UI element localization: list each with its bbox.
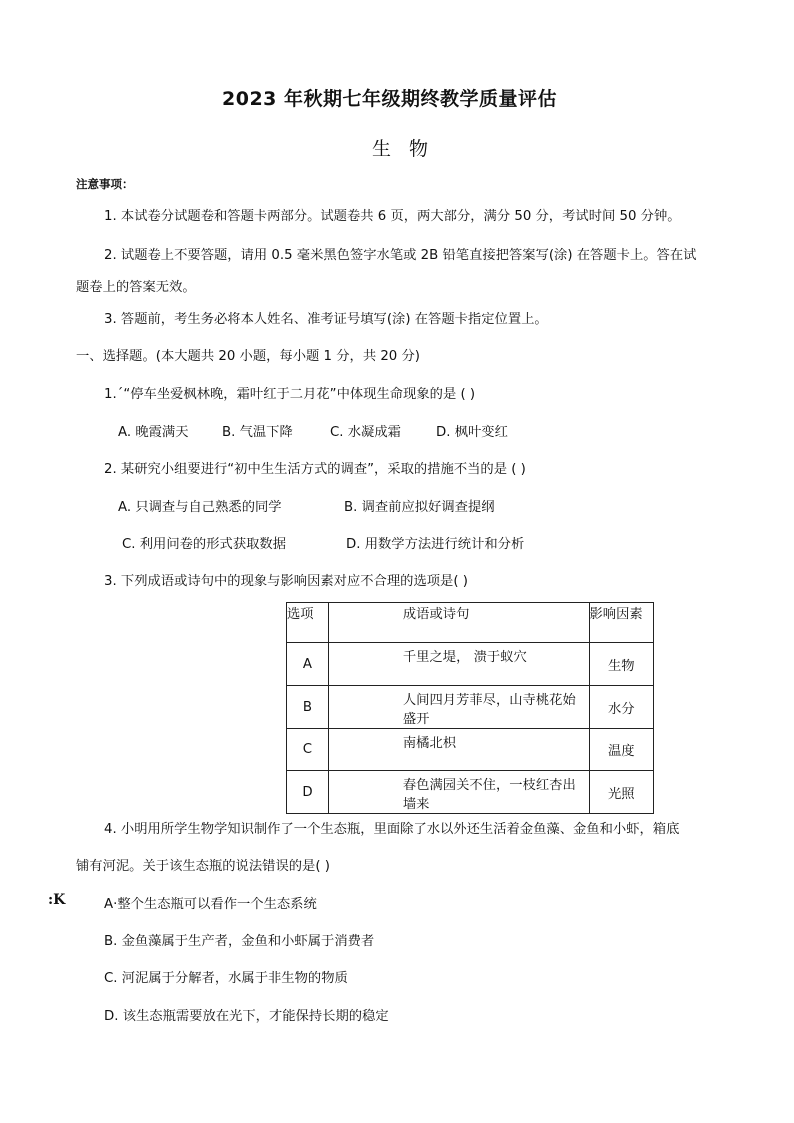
table-cell-option: A xyxy=(287,643,329,686)
question-1-option-d: D. 枫叶变红 xyxy=(436,425,508,440)
question-3-table xyxy=(286,602,654,814)
question-2-option-a: A. 只调查与自己熟悉的同学 xyxy=(118,500,282,515)
notes-heading: 注意事项： xyxy=(76,177,134,191)
table-row xyxy=(287,686,654,729)
question-4-stem-cont: 铺有河泥。关于该生态瓶的说法错误的是( ) xyxy=(76,859,330,874)
question-1-option-a: A. 晚霞满天 xyxy=(118,425,189,440)
note-item-2-cont: 题卷上的答案无效。 xyxy=(76,280,196,295)
question-1-option-b: B. 气温下降 xyxy=(222,425,293,440)
table-cell-phrase: 千里之堤， 溃于蚁穴 xyxy=(328,643,589,686)
exam-title: 2023 年秋期七年级期终教学质量评估 xyxy=(222,88,557,110)
table-cell-option: C xyxy=(287,729,329,771)
question-1-stem: 1.´“停车坐爱枫林晚，霜叶红于二月花”中体现生命现象的是 ( ) xyxy=(104,387,476,402)
question-4-option-a: A·整个生态瓶可以看作一个生态系统 xyxy=(104,897,317,912)
margin-mark: :K xyxy=(48,892,66,908)
question-4-stem: 4. 小明用所学生物学知识制作了一个生态瓶，里面除了水以外还生活着金鱼藻、金鱼和小虾，箱底 xyxy=(104,822,680,837)
section-heading: 一、选择题。(本大题共 20 小题，每小题 1 分，共 20 分) xyxy=(76,349,420,364)
question-2-option-d: D. 用数学方法进行统计和分析 xyxy=(346,537,525,552)
table-cell-factor: 水分 xyxy=(589,686,654,729)
question-1-option-c: C. 水凝成霜 xyxy=(330,425,401,440)
question-3-stem: 3. 下列成语或诗句中的现象与影响因素对应不合理的选项是( ) xyxy=(104,574,468,589)
table-cell-phrase: 南橘北枳 xyxy=(328,729,589,771)
note-item-1: 1. 本试卷分试题卷和答题卡两部分。试题卷共 6 页，两大部分，满分 50 分，考试时间 50 分钟。 xyxy=(104,209,681,224)
question-2-option-c: C. 利用问卷的形式获取数据 xyxy=(122,537,287,552)
table-row xyxy=(287,771,654,814)
note-item-2: 2. 试题卷上不要答题，请用 0.5 毫米黑色签字水笔或 2B 铅笔直接把答案写(涂) 在答题卡上。答在试 xyxy=(104,248,697,263)
table-header-factor: 影响因素 xyxy=(589,603,654,643)
question-4-option-d: D. 该生态瓶需要放在光下，才能保持长期的稳定 xyxy=(104,1009,389,1024)
note-item-3: 3. 答题前，考生务必将本人姓名、准考证号填写(涂) 在答题卡指定位置上。 xyxy=(104,312,548,327)
question-4-option-b: B. 金鱼藻属于生产者，金鱼和小虾属于消费者 xyxy=(104,934,375,949)
table-cell-phrase: 春色满园关不住，一枝红杏出墙来 xyxy=(328,771,589,814)
table-cell-factor: 光照 xyxy=(589,771,654,814)
subject-title: 生 物 xyxy=(372,138,435,160)
table-cell-factor: 生物 xyxy=(589,643,654,686)
table-header-phrase: 成语或诗句 xyxy=(328,603,589,643)
table-cell-option: D xyxy=(287,771,329,814)
table-cell-phrase: 人间四月芳菲尽，山寺桃花始盛开 xyxy=(328,686,589,729)
table-row xyxy=(287,729,654,771)
table-header-option: 选项 xyxy=(287,603,329,643)
table-header-row xyxy=(287,603,654,643)
table-cell-option: B xyxy=(287,686,329,729)
question-2-stem: 2. 某研究小组要进行“初中生生活方式的调查”，采取的措施不当的是 ( ) xyxy=(104,462,526,477)
question-4-option-c: C. 河泥属于分解者，水属于非生物的物质 xyxy=(104,971,348,986)
question-2-option-b: B. 调查前应拟好调查提纲 xyxy=(344,500,495,515)
table-row xyxy=(287,643,654,686)
table-cell-factor: 温度 xyxy=(589,729,654,771)
